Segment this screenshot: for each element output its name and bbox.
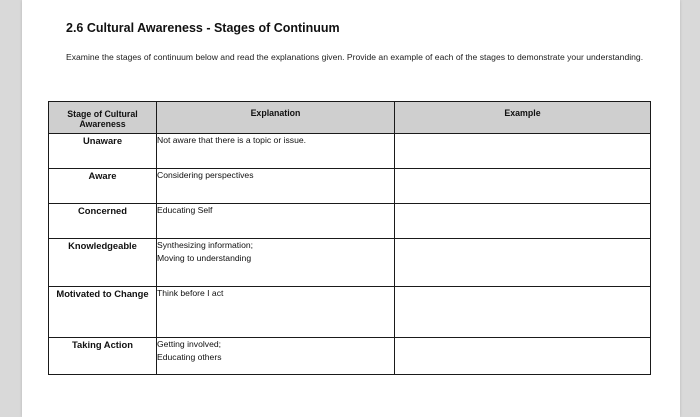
stage-cell: Taking Action	[49, 338, 157, 375]
header-explanation: Explanation	[157, 102, 395, 134]
example-cell[interactable]	[395, 169, 651, 204]
table-row	[49, 338, 651, 375]
example-cell[interactable]	[395, 204, 651, 239]
explanation-cell	[157, 287, 395, 338]
explanation-line: Educating Self	[157, 205, 213, 215]
example-cell[interactable]	[395, 239, 651, 287]
table-row	[49, 134, 651, 169]
stage-cell: Concerned	[49, 204, 157, 239]
explanation-cell	[157, 239, 395, 287]
example-cell[interactable]	[395, 134, 651, 169]
table-row	[49, 287, 651, 338]
stages-table	[48, 101, 651, 375]
header-stage: Stage of Cultural Awareness	[49, 102, 157, 134]
explanation-line: Think before I act	[157, 288, 224, 298]
instructions-text: Examine the stages of continuum below and read the explanations given. Provide an example of each of the stages to demonstrate your understanding.	[66, 52, 644, 62]
explanation-line: Moving to understanding	[157, 252, 252, 263]
explanation-cell	[157, 204, 395, 239]
explanation-cell	[157, 169, 395, 204]
stage-cell: Aware	[49, 169, 157, 204]
example-cell[interactable]	[395, 338, 651, 375]
header-example: Example	[395, 102, 651, 134]
stage-cell: Knowledgeable	[49, 239, 157, 287]
table-row	[49, 204, 651, 239]
table-header-row	[49, 102, 651, 134]
section-title: 2.6 Cultural Awareness - Stages of Continuum	[66, 21, 340, 35]
explanation-line: Synthesizing information;	[157, 240, 254, 250]
explanation-line: Not aware that there is a topic or issue.	[157, 135, 307, 145]
example-cell[interactable]	[395, 287, 651, 338]
explanation-cell	[157, 134, 395, 169]
explanation-line: Getting involved;	[157, 339, 222, 349]
explanation-line: Considering perspectives	[157, 170, 254, 180]
table-row	[49, 169, 651, 204]
document-page	[22, 0, 680, 417]
explanation-cell	[157, 338, 395, 375]
stage-cell: Unaware	[49, 134, 157, 169]
table-row	[49, 239, 651, 287]
explanation-line: Educating others	[157, 351, 222, 362]
stage-cell: Motivated to Change	[49, 287, 157, 338]
